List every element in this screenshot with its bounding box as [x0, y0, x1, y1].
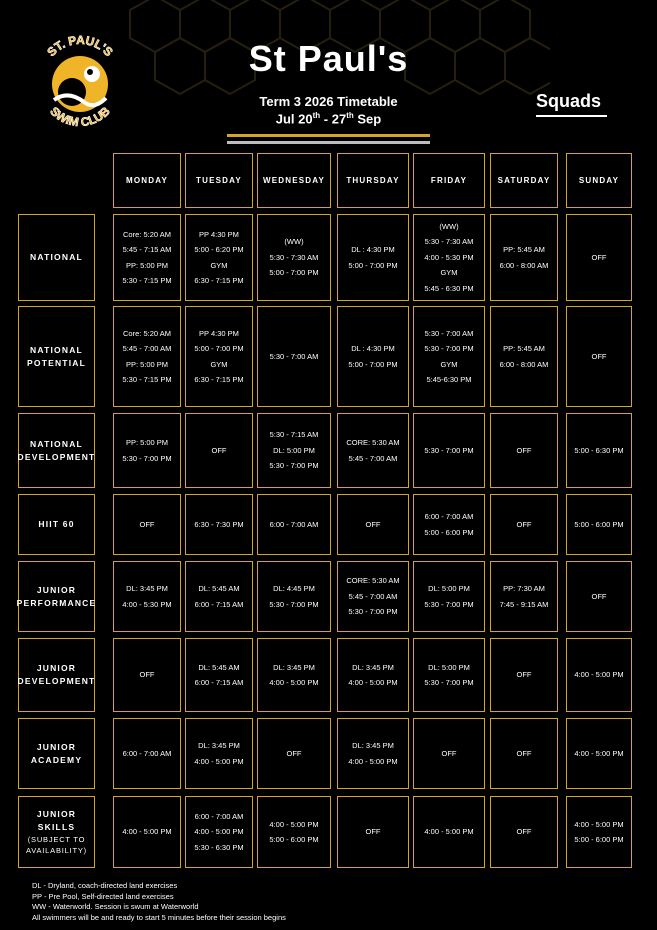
session-cell — [185, 638, 253, 712]
squad-name-cell — [18, 718, 95, 789]
session-time: 4:00 - 5:00 PM — [574, 819, 624, 829]
session-cell — [257, 638, 331, 712]
squad-name-cell — [18, 638, 95, 712]
session-time: OFF — [516, 827, 532, 837]
session-time: 5:00 - 6:20 PM — [194, 245, 244, 254]
session-cell — [490, 796, 558, 868]
squad-name: DEVELOPMENT — [17, 676, 96, 686]
session-time: DL: 3:45 PM — [126, 584, 168, 593]
session-time: 5:30 - 6:30 PM — [194, 842, 244, 852]
session-cell — [113, 561, 181, 632]
session-cell — [337, 718, 409, 789]
session-cell — [337, 561, 409, 632]
session-time: GYM — [210, 359, 228, 369]
squad-name: DEVELOPMENT — [17, 451, 96, 462]
session-time: DL: 3:45 PM — [273, 662, 315, 672]
session-time: 5:45 - 7:15 AM — [122, 245, 172, 254]
session-time: DL : 4:30 PM — [351, 344, 395, 353]
session-cell — [113, 413, 181, 488]
session-cell — [337, 796, 409, 868]
session-time: 4:00 - 5:00 PM — [194, 827, 244, 837]
squads-link[interactable]: Squads — [536, 91, 602, 111]
day-header-saturday: SATURDAY — [490, 153, 558, 208]
squad-note: (SUBJECT TO — [27, 835, 86, 844]
session-time: 5:30 - 7:15 PM — [122, 276, 172, 285]
session-time: 5:00 - 7:00 PM — [348, 260, 398, 270]
session-cell — [257, 561, 331, 632]
session-cell — [490, 413, 558, 488]
term-label: Term 3 2026 Timetable — [259, 94, 398, 109]
session-time: 6:00 - 8:00 AM — [499, 260, 549, 270]
session-time: 5:30 - 7:00 PM — [424, 344, 474, 353]
session-time: OFF — [591, 252, 607, 262]
session-time: 5:30 - 7:00 AM — [269, 351, 319, 361]
session-cell — [413, 561, 485, 632]
squad-name: ACADEMY — [30, 754, 83, 765]
session-time: DL: 3:45 PM — [352, 741, 394, 750]
session-cell — [113, 718, 181, 789]
session-time: DL: 5:00 PM — [428, 584, 470, 593]
session-time: 5:00 - 6:30 PM — [574, 445, 624, 455]
day-header-tuesday: TUESDAY — [185, 153, 253, 208]
session-time: PP: 5:00 PM — [125, 438, 169, 447]
session-time: OFF — [591, 351, 607, 361]
session-cell — [566, 413, 632, 488]
legend-item: WW - Waterworld. Session is swum at Waterworld — [32, 902, 199, 911]
session-time: OFF — [516, 445, 532, 455]
session-time: DL: 5:00 PM — [428, 662, 470, 672]
session-cell — [413, 796, 485, 868]
session-time: 6:00 - 8:00 AM — [499, 359, 549, 369]
session-cell — [413, 718, 485, 789]
squad-note: AVAILABILITY) — [26, 846, 87, 855]
squad-name: HIIT 60 — [38, 519, 75, 529]
session-cell — [490, 718, 558, 789]
session-time: OFF — [211, 445, 227, 455]
session-time: GYM — [210, 260, 228, 270]
session-cell — [413, 494, 485, 555]
session-time: OFF — [139, 670, 155, 680]
session-time: 5:00 - 7:00 PM — [348, 359, 398, 369]
session-cell — [566, 718, 632, 789]
session-time: 5:30 - 7:00 AM — [424, 328, 474, 338]
session-cell — [337, 494, 409, 555]
accent-bar-grey — [227, 141, 430, 144]
session-time: PP 4:30 PM — [199, 229, 239, 239]
session-time: OFF — [139, 519, 155, 529]
session-cell — [113, 796, 181, 868]
session-cell — [337, 306, 409, 407]
session-time: 4:00 - 5:30 PM — [122, 599, 172, 609]
session-time: (WW) — [439, 221, 459, 231]
squad-name: JUNIOR — [36, 741, 77, 752]
session-time: 4:00 - 5:00 PM — [574, 748, 624, 758]
session-time: 5:30 - 7:00 PM — [424, 678, 474, 687]
squad-name-cell — [18, 561, 95, 632]
session-time: 6:00 - 7:00 AM — [194, 811, 244, 821]
logo-text-bottom: SWIM CLUB — [47, 104, 113, 128]
accent-bar-gold — [227, 134, 430, 137]
session-time: PP: 5:00 PM — [125, 359, 169, 369]
session-cell — [185, 306, 253, 407]
legend-item: DL - Dryland, coach-directed land exercises — [32, 881, 178, 890]
day-header-wednesday: WEDNESDAY — [257, 153, 331, 208]
squad-name: NATIONAL — [30, 252, 83, 262]
session-cell — [413, 214, 485, 301]
session-time: 5:30 - 7:00 PM — [348, 607, 398, 617]
squad-name: PERFORMANCE — [16, 597, 97, 608]
session-time: 5:30 - 7:15 AM — [269, 430, 319, 440]
session-time: 5:45 - 7:00 AM — [348, 591, 398, 601]
session-cell — [566, 494, 632, 555]
session-time: 5:45 - 7:00 AM — [122, 344, 172, 353]
session-time: 5:30 - 7:30 AM — [424, 237, 474, 247]
session-time: 5:30 - 7:00 PM — [424, 445, 474, 455]
session-time: 6:30 - 7:30 PM — [194, 519, 244, 529]
squads-underline — [536, 115, 607, 117]
session-cell — [257, 413, 331, 488]
session-time: CORE: 5:30 AM — [346, 438, 400, 447]
squad-name: JUNIOR SKILLS — [36, 809, 77, 832]
session-cell — [566, 561, 632, 632]
page-title: St Paul's — [248, 38, 409, 79]
session-time: 5:45-6:30 PM — [426, 375, 472, 384]
session-time: 5:45 - 6:30 PM — [424, 283, 474, 293]
session-cell — [257, 718, 331, 789]
squad-name: JUNIOR — [36, 584, 77, 595]
session-cell — [113, 214, 181, 301]
session-time: 4:00 - 5:00 PM — [348, 678, 398, 687]
session-time: 4:00 - 5:00 PM — [574, 670, 624, 680]
session-time: 6:00 - 7:00 AM — [122, 748, 172, 758]
session-time: Core: 5:20 AM — [123, 229, 171, 239]
session-cell — [185, 796, 253, 868]
day-header-friday: FRIDAY — [413, 153, 485, 208]
session-time: 4:00 - 5:00 PM — [424, 827, 474, 837]
session-time: GYM — [440, 268, 458, 278]
session-time: 7:45 - 9:15 AM — [499, 599, 549, 609]
session-time: Core: 5:20 AM — [123, 328, 171, 338]
session-cell — [337, 638, 409, 712]
session-time: 5:00 - 6:00 PM — [574, 519, 624, 529]
squad-name-cell — [18, 796, 95, 868]
session-time: DL: 3:45 PM — [352, 662, 394, 672]
session-time: 6:30 - 7:15 PM — [194, 375, 244, 384]
session-time: 6:00 - 7:15 AM — [194, 678, 244, 687]
session-cell — [566, 796, 632, 868]
session-cell — [257, 796, 331, 868]
logo-text-top: ST. PAUL'S — [44, 32, 116, 60]
session-cell — [185, 561, 253, 632]
session-cell — [490, 561, 558, 632]
session-time: 5:30 - 7:00 PM — [269, 599, 319, 609]
squad-name: NATIONAL — [30, 344, 83, 355]
session-time: 5:30 - 7:30 AM — [269, 252, 319, 262]
session-time: 5:00 - 7:00 PM — [194, 344, 244, 353]
day-header-monday: MONDAY — [113, 153, 181, 208]
date-range: Jul 20th - 27th Sep — [275, 111, 382, 127]
session-cell — [566, 306, 632, 407]
session-time: OFF — [286, 748, 302, 758]
session-time: 5:30 - 7:15 PM — [122, 375, 172, 384]
session-time: 5:00 - 6:00 PM — [574, 835, 624, 844]
legend — [32, 881, 286, 923]
session-time: 5:45 - 7:00 AM — [348, 453, 398, 463]
session-time: PP: 5:45 AM — [503, 344, 545, 353]
session-cell — [413, 306, 485, 407]
session-time: PP: 5:45 AM — [503, 245, 545, 254]
session-time: 4:00 - 5:00 PM — [269, 819, 319, 829]
session-time: OFF — [591, 591, 607, 601]
session-time: 5:00 - 6:00 PM — [424, 527, 474, 537]
session-time: 5:00 - 7:00 PM — [269, 268, 319, 278]
session-cell — [257, 214, 331, 301]
session-cell — [490, 214, 558, 301]
legend-item: All swimmers will be and ready to start 5 minutes before their session begins — [32, 912, 286, 922]
session-time: PP: 7:30 AM — [503, 584, 545, 593]
session-time: 6:00 - 7:00 AM — [424, 512, 474, 521]
session-time: (WW) — [284, 237, 304, 247]
session-time: 5:00 - 6:00 PM — [269, 835, 319, 844]
squad-name: POTENTIAL — [27, 357, 86, 368]
session-cell — [490, 306, 558, 407]
session-time: OFF — [516, 748, 532, 758]
session-time: 5:30 - 7:00 PM — [424, 599, 474, 609]
session-time: GYM — [440, 359, 458, 369]
session-cell — [113, 306, 181, 407]
squad-name: NATIONAL — [30, 438, 83, 449]
day-header-sunday: SUNDAY — [566, 153, 632, 208]
squad-name-cell — [18, 413, 95, 488]
squad-name-cell — [18, 306, 95, 407]
session-cell — [185, 718, 253, 789]
session-time: CORE: 5:30 AM — [346, 576, 400, 586]
legend-item: PP - Pre Pool, Self-directed land exercises — [32, 891, 174, 901]
session-time: OFF — [516, 670, 532, 680]
session-time: DL : 4:30 PM — [351, 245, 395, 254]
session-time: DL: 3:45 PM — [198, 741, 240, 750]
session-cell — [257, 494, 331, 555]
session-cell — [185, 214, 253, 301]
session-cell — [566, 214, 632, 301]
session-cell — [490, 494, 558, 555]
session-time: DL: 5:45 AM — [198, 662, 240, 672]
squad-name-cell — [18, 214, 95, 301]
squad-name: JUNIOR — [36, 663, 77, 673]
session-time: OFF — [441, 748, 457, 758]
session-time: OFF — [516, 519, 532, 529]
day-header-thursday: THURSDAY — [337, 153, 409, 208]
session-time: 5:30 - 7:00 PM — [269, 461, 319, 471]
session-cell — [113, 494, 181, 555]
session-time: 4:00 - 5:00 PM — [122, 827, 172, 837]
squad-name-cell — [18, 494, 95, 555]
session-time: DL: 5:00 PM — [273, 445, 315, 455]
session-time: 6:30 - 7:15 PM — [194, 276, 244, 285]
session-cell — [185, 413, 253, 488]
session-cell — [337, 413, 409, 488]
session-time: 4:00 - 5:00 PM — [269, 678, 319, 687]
session-cell — [413, 413, 485, 488]
session-cell — [257, 306, 331, 407]
session-time: OFF — [365, 827, 381, 837]
session-cell — [185, 494, 253, 555]
session-cell — [337, 214, 409, 301]
session-cell — [113, 638, 181, 712]
session-cell — [490, 638, 558, 712]
session-time: DL: 5:45 AM — [198, 584, 240, 593]
session-cell — [413, 638, 485, 712]
session-time: PP: 5:00 PM — [125, 260, 169, 270]
session-time: 4:00 - 5:30 PM — [424, 252, 474, 262]
session-time: PP 4:30 PM — [199, 328, 239, 338]
session-time: 4:00 - 5:00 PM — [194, 756, 244, 766]
session-time: 6:00 - 7:00 AM — [269, 519, 319, 529]
session-time: 4:00 - 5:00 PM — [348, 756, 398, 766]
session-cell — [566, 638, 632, 712]
session-time: 5:30 - 7:00 PM — [122, 453, 172, 463]
session-time: DL: 4:45 PM — [273, 584, 315, 593]
session-time: 6:00 - 7:15 AM — [194, 599, 244, 609]
session-time: OFF — [365, 519, 381, 529]
